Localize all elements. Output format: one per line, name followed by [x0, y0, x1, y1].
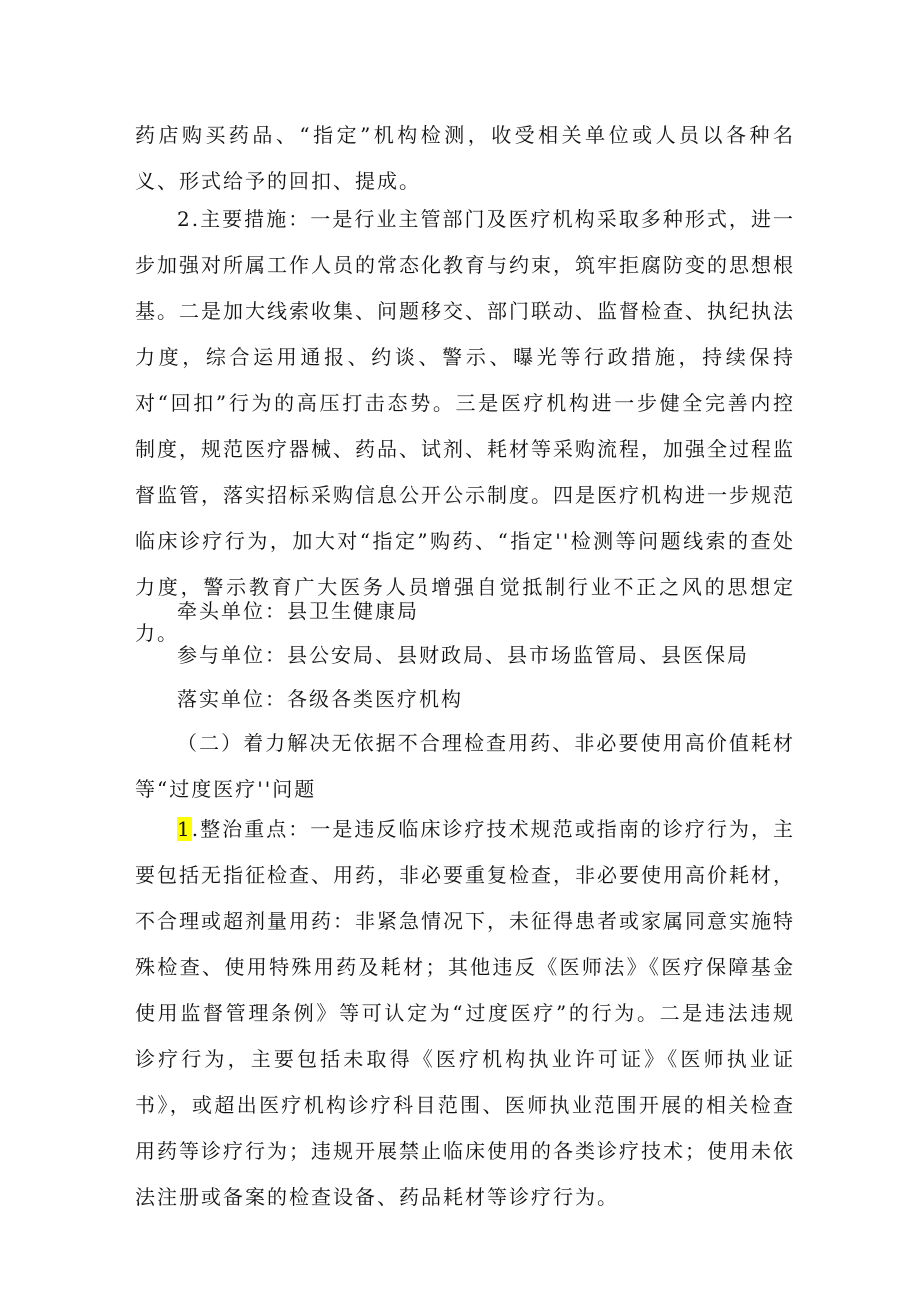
paragraph-rectification-focus: [135, 806, 795, 1220]
lead-unit: 牵头单位：县卫生健康局: [177, 599, 419, 623]
paragraph-main-measures: 2.主要措施：一是行业主管部门及医疗机构采取多种形式，进一步加强对所属工作人员的常态化教育与约束，筑牢拒腐防变的思想根基。二是加大线索收集、问题移交、部门联动、监督检查、执纪执法力度，综合运用通报、约谈、警示、曝光等行政措施，持续保持对“回扣”行为的高压打击态势。三是医疗机构进一步健全完善内控制度，规范医疗器械、药品、试剂、耗材等采购流程，加强全过程监督监管，落实招标采购信息公开公示制度。四是医疗机构进一步规范临床诊疗行为，加大对“指定”购药、“指定''检测等问题线索的查处力度，警示教育广大医务人员增强自觉抵制行业不正之风的思想定力。: [135, 207, 795, 645]
paragraph-rectification-focus-text: .整治重点：一是违反临床诊疗技术规范或指南的诊疗行为，主要包括无指征检查、用药，非必要重复检查，非必要使用高价耗材，不合理或超剂量用药：非紧急情况下，未征得患者或家属同意实施特殊检查、使用特殊用药及耗材；其他违反《医师法》《医疗保障基金使用监督管理条例》等可认定为“过度医疗”的行为。二是违法违规诊疗行为，主要包括未取得《医疗机构执业许可证》《医师执业证书》，或超出医疗机构诊疗科目范围、医师执业范围开展的相关检查用药等诊疗行为；违规开展禁止临床使用的各类诊疗技术；使用未依法注册或备案的检查设备、药品耗材等诊疗行为。: [135, 817, 795, 1209]
highlighted-item-number: 1: [177, 817, 192, 841]
participating-units: 参与单位：县公安局、县财政局、县市场监管局、县医保局: [177, 643, 749, 667]
section-heading: （二）着力解决无依据不合理检查用药、非必要使用高价值耗材等“过度医疗''问题: [135, 731, 795, 801]
implementing-units: 落实单位：各级各类医疗机构: [177, 687, 463, 711]
paragraph-kickbacks-continuation: 药店购买药品、“指定”机构检测，收受相关单位或人员以各种名义、形式给予的回扣、提成。: [135, 123, 795, 193]
